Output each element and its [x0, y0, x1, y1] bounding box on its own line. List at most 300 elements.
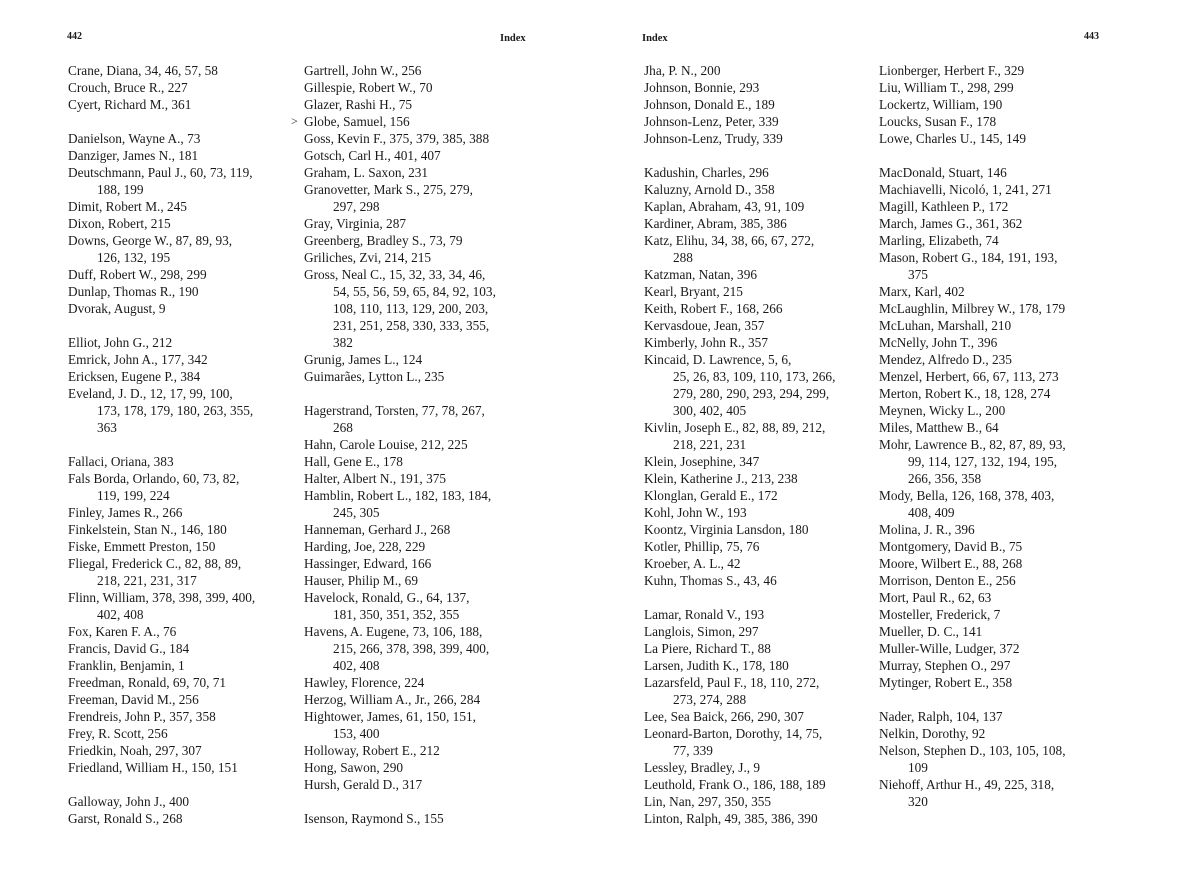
index-entry-text: Frey, R. Scott, 256: [68, 726, 168, 741]
index-entry-text: Gotsch, Carl H., 401, 407: [304, 148, 441, 163]
index-entry: [644, 232, 874, 266]
index-entry-text: Friedland, William H., 150, 151: [68, 760, 238, 775]
index-entry-text: Marx, Karl, 402: [879, 284, 965, 299]
index-entry-continuation: 119, 199, 224: [97, 488, 170, 503]
index-entry: [644, 283, 874, 300]
index-entry-continuation: 288: [673, 250, 693, 265]
index-entry: [304, 674, 564, 691]
index-entry: [879, 249, 1129, 283]
index-entry: [304, 368, 564, 385]
index-entry: [879, 402, 1129, 419]
index-entry-text: Miles, Matthew B., 64: [879, 420, 999, 435]
index-entry: [644, 181, 874, 198]
index-entry: [304, 232, 564, 249]
index-entry: [68, 623, 298, 640]
index-entry-continuation: 181, 350, 351, 352, 355: [333, 607, 460, 622]
index-entry-text: March, James G., 361, 362: [879, 216, 1023, 231]
index-entry: [304, 215, 564, 232]
index-entry-text: Hursh, Gerald D., 317: [304, 777, 423, 792]
index-entry-text: McLuhan, Marshall, 210: [879, 318, 1012, 333]
index-entry: [68, 79, 298, 96]
index-column: [291, 62, 564, 827]
index-entry-continuation: 173, 178, 179, 180, 263, 355,: [97, 403, 254, 418]
index-entry-text: Mohr, Lawrence B., 82, 87, 89, 93,: [879, 437, 1066, 452]
index-entry-text: Mytinger, Robert E., 358: [879, 675, 1013, 690]
index-entry: [68, 538, 298, 555]
index-entry: [68, 96, 298, 113]
index-entry-text: Johnson, Bonnie, 293: [644, 80, 760, 95]
index-entry-text: Dvorak, August, 9: [68, 301, 166, 316]
index-entry: [644, 300, 874, 317]
index-entry: [304, 555, 564, 572]
index-entry-text: Frendreis, John P., 357, 358: [68, 709, 216, 724]
index-entry-text: Leonard-Barton, Dorothy, 14, 75,: [644, 726, 823, 741]
index-entry: [879, 385, 1129, 402]
letter-group-gap: [644, 147, 874, 164]
index-entry: [644, 555, 874, 572]
index-entry-text: Globe, Samuel, 156: [304, 114, 410, 129]
index-entry-text: Molina, J. R., 396: [879, 522, 975, 537]
index-entry: [644, 623, 874, 640]
index-entry-text: Keith, Robert F., 168, 266: [644, 301, 783, 316]
index-entry-text: Leuthold, Frank O., 186, 188, 189: [644, 777, 826, 792]
index-entry-text: Finkelstein, Stan N., 146, 180: [68, 522, 227, 537]
running-head: Index: [500, 33, 526, 44]
index-entry-text: Herzog, William A., Jr., 266, 284: [304, 692, 481, 707]
running-head: Index: [642, 33, 668, 44]
index-entry: [879, 351, 1129, 368]
index-entry: [68, 470, 298, 504]
index-entry-text: Galloway, John J., 400: [68, 794, 190, 809]
index-entry-text: Granovetter, Mark S., 275, 279,: [304, 182, 473, 197]
index-entry: [879, 487, 1129, 521]
index-entry-text: Klein, Katherine J., 213, 238: [644, 471, 798, 486]
index-entry-continuation: 218, 221, 231, 317: [97, 573, 197, 588]
index-entry-text: Kaplan, Abraham, 43, 91, 109: [644, 199, 805, 214]
letter-group-gap: [304, 385, 564, 402]
index-entry-text: Kroeber, A. L., 42: [644, 556, 741, 571]
index-entry-text: MacDonald, Stuart, 146: [879, 165, 1007, 180]
index-entry: [644, 674, 874, 708]
index-entry-text: Eveland, J. D., 12, 17, 99, 100,: [68, 386, 233, 401]
index-entry-text: Lowe, Charles U., 145, 149: [879, 131, 1026, 146]
index-entry-text: Halter, Albert N., 191, 375: [304, 471, 447, 486]
letter-group-gap: [68, 113, 298, 130]
letter-group-gap: [304, 793, 564, 810]
index-entry-text: Kohl, John W., 193: [644, 505, 747, 520]
index-entry-text: McLaughlin, Milbrey W., 178, 179: [879, 301, 1066, 316]
index-entry: [304, 487, 564, 521]
index-entry-text: Hightower, James, 61, 150, 151,: [304, 709, 476, 724]
index-entry: [68, 283, 298, 300]
index-entry: [879, 79, 1129, 96]
index-entry-text: Fox, Karen F. A., 76: [68, 624, 177, 639]
index-entry: [644, 810, 874, 827]
index-entry: [644, 572, 874, 589]
index-entry: [68, 759, 298, 776]
index-entry-continuation: 25, 26, 83, 109, 110, 173, 266,: [673, 369, 836, 384]
index-entry: [879, 181, 1129, 198]
index-entry: [304, 62, 564, 79]
index-entry-text: Dunlap, Thomas R., 190: [68, 284, 199, 299]
index-entry: [879, 606, 1129, 623]
index-entry-text: Marling, Elizabeth, 74: [879, 233, 999, 248]
index-entry: [644, 113, 874, 130]
index-entry: [304, 130, 564, 147]
index-entry-text: Fliegal, Frederick C., 82, 88, 89,: [68, 556, 242, 571]
index-entry-text: Havelock, Ronald, G., 64, 137,: [304, 590, 470, 605]
index-entry: [644, 198, 874, 215]
index-entry: [879, 419, 1129, 436]
index-entry-text: Flinn, William, 378, 398, 399, 400,: [68, 590, 256, 605]
index-entry-text: Emrick, John A., 177, 342: [68, 352, 208, 367]
index-entry: [644, 266, 874, 283]
index-entry-text: Gartrell, John W., 256: [304, 63, 422, 78]
index-entry-continuation: 300, 402, 405: [673, 403, 747, 418]
index-entry-text: Graham, L. Saxon, 231: [304, 165, 429, 180]
index-entry-text: Lazarsfeld, Paul F., 18, 110, 272,: [644, 675, 820, 690]
index-entry-text: Ericksen, Eugene P., 384: [68, 369, 201, 384]
index-entry-continuation: 402, 408: [97, 607, 144, 622]
index-entry-text: Lockertz, William, 190: [879, 97, 1003, 112]
index-entry: [68, 657, 298, 674]
index-entry-text: La Piere, Richard T., 88: [644, 641, 771, 656]
index-entry-text: Griliches, Zvi, 214, 215: [304, 250, 432, 265]
index-entry: [68, 504, 298, 521]
index-entry: [644, 79, 874, 96]
index-entry: [304, 351, 564, 368]
index-entry-text: Deutschmann, Paul J., 60, 73, 119,: [68, 165, 253, 180]
index-entry: [879, 96, 1129, 113]
index-entry-text: Holloway, Robert E., 212: [304, 743, 440, 758]
index-entry-text: Mort, Paul R., 62, 63: [879, 590, 992, 605]
letter-group-gap: [68, 776, 298, 793]
index-entry-text: Hamblin, Robert L., 182, 183, 184,: [304, 488, 492, 503]
index-entry: [879, 113, 1129, 130]
index-entry-continuation: 245, 305: [333, 505, 380, 520]
index-entry-text: Kimberly, John R., 357: [644, 335, 768, 350]
index-entry-continuation: 54, 55, 56, 59, 65, 84, 92, 103,: [333, 284, 496, 299]
index-entry: [879, 725, 1129, 742]
index-entry-text: Danziger, James N., 181: [68, 148, 199, 163]
index-entry: [879, 555, 1129, 572]
index-entry-text: Jha, P. N., 200: [644, 63, 721, 78]
index-entry: [304, 436, 564, 453]
index-entry: [68, 742, 298, 759]
index-entry-text: Moore, Wilbert E., 88, 268: [879, 556, 1023, 571]
index-entry: [644, 725, 874, 759]
index-entry-continuation: 408, 409: [908, 505, 955, 520]
index-entry: [68, 232, 298, 266]
index-entry-text: Hagerstrand, Torsten, 77, 78, 267,: [304, 403, 485, 418]
index-entry-text: Crouch, Bruce R., 227: [68, 80, 188, 95]
index-entry: [68, 215, 298, 232]
index-entry-text: Nelson, Stephen D., 103, 105, 108,: [879, 743, 1066, 758]
index-entry: [304, 708, 564, 742]
index-entry-text: Loucks, Susan F., 178: [879, 114, 997, 129]
index-entry-text: Menzel, Herbert, 66, 67, 113, 273: [879, 369, 1059, 384]
index-entry-text: Gross, Neal C., 15, 32, 33, 34, 46,: [304, 267, 486, 282]
index-entry: [879, 198, 1129, 215]
index-entry: [879, 674, 1129, 691]
index-entry-text: Cyert, Richard M., 361: [68, 97, 192, 112]
index-entry: [68, 300, 298, 317]
index-entry: [304, 164, 564, 181]
index-entry-text: Hawley, Florence, 224: [304, 675, 425, 690]
index-entry-text: Larsen, Judith K., 178, 180: [644, 658, 789, 673]
index-entry: [879, 623, 1129, 640]
margin-marker: >: [291, 114, 298, 128]
index-entry: [304, 402, 564, 436]
index-entry: [879, 436, 1129, 487]
index-entry: [68, 453, 298, 470]
index-entry-text: Hong, Sawon, 290: [304, 760, 403, 775]
index-entry: [304, 521, 564, 538]
index-entry-text: Klein, Josephine, 347: [644, 454, 760, 469]
index-entry: [879, 283, 1129, 300]
index-entry: [879, 708, 1129, 725]
page-number: 443: [1084, 31, 1099, 42]
index-entry-text: Dimit, Robert M., 245: [68, 199, 187, 214]
index-entry-text: Murray, Stephen O., 297: [879, 658, 1011, 673]
index-entry-text: Fals Borda, Orlando, 60, 73, 82,: [68, 471, 240, 486]
index-entry-continuation: 77, 339: [673, 743, 713, 758]
index-entry: [644, 96, 874, 113]
index-entry: [644, 606, 874, 623]
index-entry-text: Freeman, David M., 256: [68, 692, 199, 707]
index-entry: [304, 181, 564, 215]
index-entry-text: Guimarães, Lytton L., 235: [304, 369, 445, 384]
index-entry: [68, 266, 298, 283]
index-entry: [68, 708, 298, 725]
index-entry: [644, 453, 874, 470]
index-entry: [879, 164, 1129, 181]
index-entry: [68, 555, 298, 589]
index-entry: [879, 521, 1129, 538]
index-entry: [644, 640, 874, 657]
index-entry-text: Niehoff, Arthur H., 49, 225, 318,: [879, 777, 1055, 792]
index-entry-text: Muller-Wille, Ludger, 372: [879, 641, 1020, 656]
index-entry-text: Hall, Gene E., 178: [304, 454, 403, 469]
index-entry-text: Johnson-Lenz, Trudy, 339: [644, 131, 783, 146]
index-entry-text: Mason, Robert G., 184, 191, 193,: [879, 250, 1058, 265]
index-entry-continuation: 273, 274, 288: [673, 692, 747, 707]
index-entry-text: Kervasdoue, Jean, 357: [644, 318, 765, 333]
index-entry-text: Langlois, Simon, 297: [644, 624, 759, 639]
index-entry: [68, 385, 298, 436]
index-entry: [304, 623, 564, 674]
index-entry-text: Meynen, Wicky L., 200: [879, 403, 1006, 418]
index-entry: [644, 164, 874, 181]
index-entry: [304, 453, 564, 470]
index-entry: [304, 742, 564, 759]
index-entry-continuation: 231, 251, 258, 330, 333, 355,: [333, 318, 490, 333]
index-entry-text: Linton, Ralph, 49, 385, 386, 390: [644, 811, 818, 826]
index-entry: [68, 674, 298, 691]
index-entry: [644, 504, 874, 521]
index-entry: [304, 96, 564, 113]
index-entry-continuation: 297, 298: [333, 199, 380, 214]
index-entry-continuation: 215, 266, 378, 398, 399, 400,: [333, 641, 490, 656]
index-entry: [68, 164, 298, 198]
index-entry: [879, 62, 1129, 79]
index-entry: [304, 776, 564, 793]
index-entry-continuation: 375: [908, 267, 928, 282]
index-entry-continuation: 320: [908, 794, 928, 809]
index-entry-text: Grunig, James L., 124: [304, 352, 423, 367]
index-entry: [68, 589, 298, 623]
index-entry-continuation: 153, 400: [333, 726, 380, 741]
index-entry-text: Mosteller, Frederick, 7: [879, 607, 1001, 622]
index-column: [644, 62, 874, 827]
index-entry: [644, 351, 874, 419]
index-entry-continuation: 266, 356, 358: [908, 471, 982, 486]
index-entry: [644, 521, 874, 538]
index-column: [879, 62, 1129, 810]
index-entry-text: Lessley, Bradley, J., 9: [644, 760, 761, 775]
index-entry: [68, 368, 298, 385]
index-entry-text: Hassinger, Edward, 166: [304, 556, 432, 571]
index-entry: [644, 538, 874, 555]
index-entry: [68, 130, 298, 147]
index-entry-continuation: 126, 132, 195: [97, 250, 171, 265]
index-entry: [879, 130, 1129, 147]
index-entry-text: Koontz, Virginia Lansdon, 180: [644, 522, 809, 537]
index-entry-text: Duff, Robert W., 298, 299: [68, 267, 207, 282]
index-entry-text: Mody, Bella, 126, 168, 378, 403,: [879, 488, 1055, 503]
index-entry: [68, 640, 298, 657]
index-entry-text: Elliot, John G., 212: [68, 335, 173, 350]
index-entry: [644, 130, 874, 147]
index-entry: [644, 793, 874, 810]
index-entry-text: Nelkin, Dorothy, 92: [879, 726, 986, 741]
index-entry-text: Morrison, Denton E., 256: [879, 573, 1016, 588]
letter-group-gap: [68, 436, 298, 453]
index-entry-text: Kuhn, Thomas S., 43, 46: [644, 573, 777, 588]
index-entry-text: Danielson, Wayne A., 73: [68, 131, 201, 146]
index-column: [68, 62, 298, 827]
index-entry-text: Dixon, Robert, 215: [68, 216, 171, 231]
index-entry-continuation: 109: [908, 760, 928, 775]
index-entry: [304, 589, 564, 623]
index-entry-text: Kadushin, Charles, 296: [644, 165, 769, 180]
index-entry: [644, 657, 874, 674]
index-entry: [644, 487, 874, 504]
index-entry-continuation: 402, 408: [333, 658, 380, 673]
index-entry: [68, 351, 298, 368]
index-entry-text: Gillespie, Robert W., 70: [304, 80, 433, 95]
index-entry-continuation: 279, 280, 290, 293, 294, 299,: [673, 386, 830, 401]
index-entry-text: Isenson, Raymond S., 155: [304, 811, 444, 826]
index-entry: [879, 317, 1129, 334]
index-entry: [879, 368, 1129, 385]
index-entry: [304, 691, 564, 708]
index-entry-text: Hanneman, Gerhard J., 268: [304, 522, 451, 537]
index-entry: [68, 147, 298, 164]
index-entry: [879, 776, 1129, 810]
index-entry: [644, 470, 874, 487]
index-entry-text: Francis, David G., 184: [68, 641, 190, 656]
index-entry: [304, 266, 564, 351]
index-entry-continuation: 108, 110, 113, 129, 200, 203,: [333, 301, 489, 316]
index-entry-text: Fiske, Emmett Preston, 150: [68, 539, 216, 554]
index-entry-text: Katzman, Natan, 396: [644, 267, 757, 282]
index-entry-text: Finley, James R., 266: [68, 505, 183, 520]
index-entry: [879, 538, 1129, 555]
index-entry-text: Friedkin, Noah, 297, 307: [68, 743, 202, 758]
index-entry-text: Greenberg, Bradley S., 73, 79: [304, 233, 463, 248]
index-entry-continuation: 99, 114, 127, 132, 194, 195,: [908, 454, 1058, 469]
index-entry-text: Hahn, Carole Louise, 212, 225: [304, 437, 468, 452]
index-entry-text: Glazer, Rashi H., 75: [304, 97, 413, 112]
index-entry-text: Fallaci, Oriana, 383: [68, 454, 174, 469]
index-entry-text: Montgomery, David B., 75: [879, 539, 1023, 554]
index-entry: [879, 640, 1129, 657]
index-entry: [304, 538, 564, 555]
index-entry: [644, 215, 874, 232]
index-entry: [68, 793, 298, 810]
letter-group-gap: [879, 691, 1129, 708]
index-entry-text: Katz, Elihu, 34, 38, 66, 67, 272,: [644, 233, 815, 248]
index-entry: [68, 62, 298, 79]
index-entry: [68, 810, 298, 827]
index-entry-text: Johnson, Donald E., 189: [644, 97, 775, 112]
index-entry-text: Liu, William T., 298, 299: [879, 80, 1014, 95]
index-entry: [68, 198, 298, 215]
index-entry-text: Lee, Sea Baick, 266, 290, 307: [644, 709, 804, 724]
index-entry-text: Lionberger, Herbert F., 329: [879, 63, 1025, 78]
right-page: [600, 0, 1200, 872]
index-entry-text: Kardiner, Abram, 385, 386: [644, 216, 787, 231]
index-entry-text: Johnson-Lenz, Peter, 339: [644, 114, 779, 129]
index-entry-text: Lamar, Ronald V., 193: [644, 607, 765, 622]
index-entry-text: Mueller, D. C., 141: [879, 624, 983, 639]
page-number: 442: [67, 31, 82, 42]
index-entry: [879, 657, 1129, 674]
letter-group-gap: [644, 589, 874, 606]
index-entry: [304, 759, 564, 776]
index-entry: [644, 708, 874, 725]
index-entry: [304, 79, 564, 96]
index-entry: [291, 113, 564, 130]
index-entry: [68, 521, 298, 538]
index-entry-text: Franklin, Benjamin, 1: [68, 658, 185, 673]
index-entry: [879, 215, 1129, 232]
index-entry-text: Gray, Virginia, 287: [304, 216, 406, 231]
index-entry-text: Machiavelli, Nicoló, 1, 241, 271: [879, 182, 1052, 197]
index-entry: [879, 334, 1129, 351]
index-entry: [304, 810, 564, 827]
index-entry: [879, 300, 1129, 317]
index-entry: [644, 317, 874, 334]
index-entry-text: Crane, Diana, 34, 46, 57, 58: [68, 63, 218, 78]
index-entry-text: Garst, Ronald S., 268: [68, 811, 183, 826]
index-entry: [879, 572, 1129, 589]
letter-group-gap: [879, 147, 1129, 164]
index-entry-text: McNelly, John T., 396: [879, 335, 998, 350]
index-entry-text: Kearl, Bryant, 215: [644, 284, 743, 299]
index-entry-text: Klonglan, Gerald E., 172: [644, 488, 778, 503]
index-entry: [304, 147, 564, 164]
index-entry: [644, 759, 874, 776]
index-entry: [304, 470, 564, 487]
index-entry-text: Kincaid, D. Lawrence, 5, 6,: [644, 352, 792, 367]
index-entry-continuation: 218, 221, 231: [673, 437, 747, 452]
index-entry-text: Merton, Robert K., 18, 128, 274: [879, 386, 1051, 401]
index-entry-text: Lin, Nan, 297, 350, 355: [644, 794, 772, 809]
index-entry: [879, 232, 1129, 249]
index-entry: [304, 572, 564, 589]
